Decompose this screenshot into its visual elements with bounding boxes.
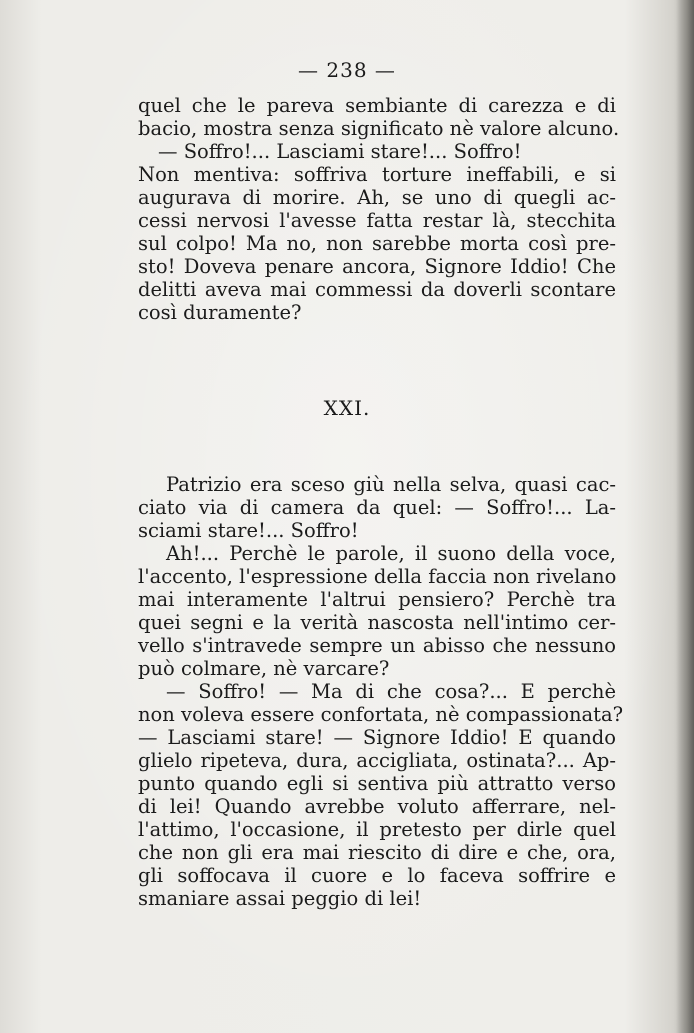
text-line: — Soffro! — Ma di che cosa?... E perchè [166,680,616,703]
text-line: può colmare, nè varcare? [138,657,390,680]
text-line: Ah!... Perchè le parole, il suono della voce, [166,542,616,565]
page-edge-shadow [676,0,694,1033]
text-line: vello s'intravede sempre un abisso che nessuno [138,634,616,657]
text-line: Non mentiva: soffriva torture ineffabili, e si [138,163,616,186]
text-line: sto! Doveva penare ancora, Signore Iddio! Che [138,255,616,278]
page-number: — 238 — [298,58,396,82]
text-block-upper [138,94,620,324]
text-line: l'attimo, l'occasione, il pretesto per dirle quel [138,818,616,841]
chapter-heading: XXI. [323,396,371,420]
text-line: mai interamente l'altrui pensiero? Perchè tra [138,588,616,611]
text-line: quei segni e la verità nascosta nell'intimo cer- [138,611,616,634]
text-line: ciato via di camera da quel: — Soffro!... La- [138,496,616,519]
text-line: sul colpo! Ma no, non sarebbe morta così pre- [138,232,616,255]
text-line: smaniare assai peggio di lei! [138,887,422,910]
text-line: — Lasciami stare! — Signore Iddio! E quando [138,726,616,749]
text-line: bacio, mostra senza significato nè valore alcuno. [138,117,620,140]
text-line: l'accento, l'espressione della faccia non rivelano [138,565,617,588]
text-line: punto quando egli si sentiva più attratto verso [138,772,616,795]
text-line: glielo ripeteva, dura, accigliata, ostinata?... Ap- [138,749,616,772]
text-line: — Soffro!... Lasciami stare!... Soffro! [158,140,522,163]
text-line: quel che le pareva sembiante di carezza e di [138,94,616,117]
text-line: augurava di morire. Ah, se uno di quegli ac- [138,186,616,209]
text-line: cessi nervosi l'avesse fatta restar là, stecchita [138,209,616,232]
text-line: così duramente? [138,301,302,324]
text-line: non voleva essere confortata, nè compassionata? [138,703,624,726]
text-line: sciami stare!... Soffro! [138,519,359,542]
text-line: delitti aveva mai commessi da doverli scontare [138,278,616,301]
text-line: di lei! Quando avrebbe voluto afferrare, nel- [138,795,616,818]
text-block-lower [138,473,624,910]
text-line: che non gli era mai riescito di dire e che, ora, [138,841,616,864]
text-line: gli soffocava il cuore e lo faceva soffrire e [138,864,616,887]
text-line: Patrizio era sceso giù nella selva, quasi cac- [166,473,616,496]
